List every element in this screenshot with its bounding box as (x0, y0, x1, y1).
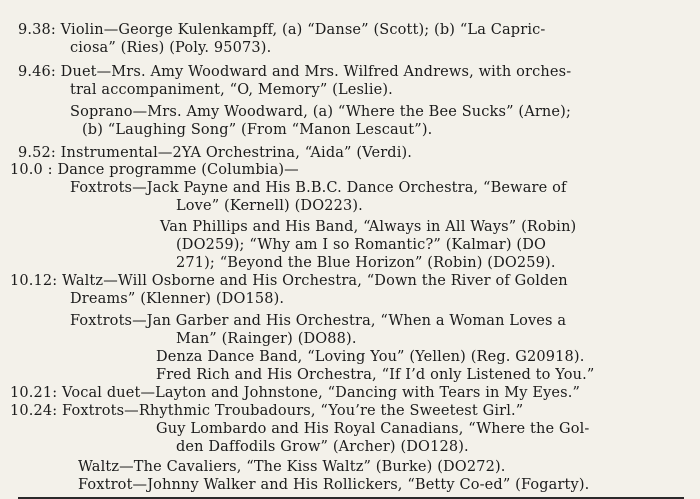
foxtrots-payne-2: Love” (Kernell) (DO223). (176, 198, 363, 214)
entry-1012-line-2: Dreams” (Klenner) (DO158). (70, 291, 285, 307)
entry-952: 9.52: Instrumental—2YA Orchestrina, “Aida” (Verdi). (18, 145, 413, 161)
entry-938-line-1: 9.38: Violin—George Kulenkampff, (a) “Danse” (Scott); (b) “La Capric- (18, 22, 546, 38)
walker-line: Foxtrot—Johnny Walker and His Rollickers, “Betty Co-ed” (Fogarty). (78, 477, 590, 493)
entry-1000: 10.0 : Dance programme (Columbia)— (10, 162, 299, 178)
garber-line-2: Man” (Rainger) (DO88). (176, 331, 357, 347)
soprano-line-1: Soprano—Mrs. Amy Woodward, (a) “Where the Bee Sucks” (Arne); (70, 104, 571, 120)
foxtrots-payne-1: Foxtrots—Jack Payne and His B.B.C. Dance Orchestra, “Beware of (70, 180, 567, 196)
entry-946-line-2: tral accompaniment, “O, Memory” (Leslie). (70, 82, 393, 98)
garber-line-1: Foxtrots—Jan Garber and His Orchestra, “When a Woman Loves a (70, 313, 567, 329)
entry-946-line-1: 9.46: Duet—Mrs. Amy Woodward and Mrs. Wilfred Andrews, with orches- (18, 64, 572, 80)
entry-938-line-2: ciosa” (Ries) (Poly. 95073). (70, 40, 272, 56)
rich-line: Fred Rich and His Orchestra, “If I’d only Listened to You.” (156, 367, 595, 383)
lombardo-line-2: den Daffodils Grow” (Archer) (DO128). (176, 439, 469, 455)
soprano-line-2: (b) “Laughing Song” (From “Manon Lescaut”). (82, 122, 433, 138)
phillips-line-3: 271); “Beyond the Blue Horizon” (Robin) (DO259). (176, 255, 556, 271)
entry-1021: 10.21: Vocal duet—Layton and Johnstone, “Dancing with Tears in My Eyes.” (10, 385, 581, 401)
phillips-line-1: Van Phillips and His Band, “Always in All Ways” (Robin) (160, 219, 577, 235)
phillips-line-2: (DO259); “Why am I so Romantic?” (Kalmar) (DO (176, 237, 547, 253)
denza-line: Denza Dance Band, “Loving You” (Yellen) (Reg. G20918). (156, 349, 585, 365)
entry-1012-line-1: 10.12: Waltz—Will Osborne and His Orchestra, “Down the River of Golden (10, 273, 568, 289)
cavaliers-line: Waltz—The Cavaliers, “The Kiss Waltz” (Burke) (DO272). (78, 459, 506, 475)
entry-1024: 10.24: Foxtrots—Rhythmic Troubadours, “You’re the Sweetest Girl.” (10, 403, 524, 419)
lombardo-line-1: Guy Lombardo and His Royal Canadians, “Where the Gol- (156, 421, 590, 437)
